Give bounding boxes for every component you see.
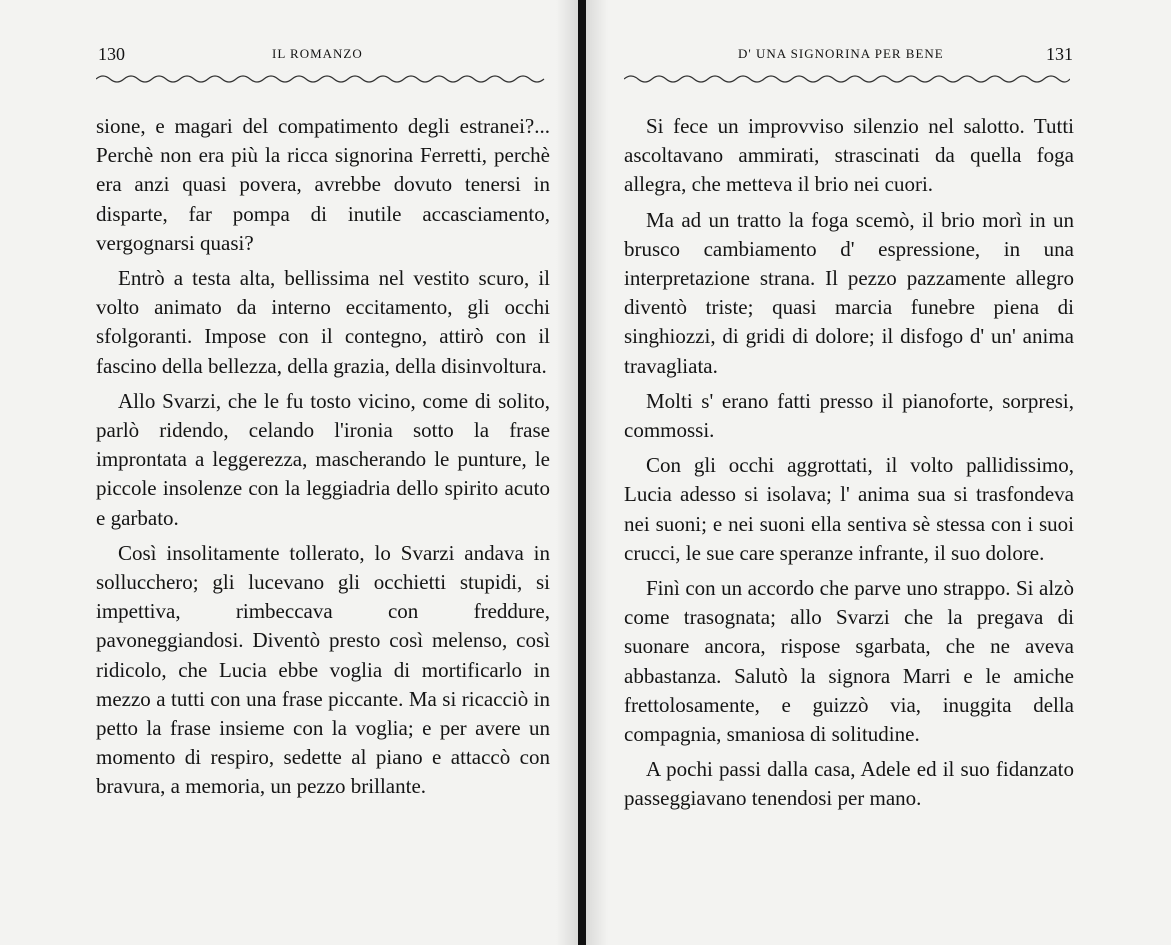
paragraph: sione, e magari del compatimento degli estranei?... Perchè non era più la ricca signorina Ferretti, perchè era anzi quasi povera, avrebbe dovuto tenersi in disparte, far pompa di inutile accasciamento, vergognarsi quasi? [96, 114, 550, 255]
paragraph: Ma ad un tratto la foga scemò, il brio morì in un brusco cambiamento d' espressione, in una interpretazione strana. Il pezzo pazzamente allegro diventò triste; quasi marcia funebre piena di singhiozzi, di gridi di dolore; il disfogo d' un' anima travagliata. [624, 207, 1074, 378]
right-page [586, 0, 1171, 945]
gutter-shadow-left [556, 0, 578, 945]
ornamental-rule [624, 72, 1070, 86]
running-head: D' UNA SIGNORINA PER BENE [738, 46, 944, 61]
paragraph: Si fece un improvviso silenzio nel salotto. Tutti ascoltavano ammirati, strascinati da quella foga allegra, che metteva il brio nei cuori. [624, 114, 1074, 197]
paragraph: A pochi passi dalla casa, Adele ed il suo fidanzato passeggiavano tenendosi per mano. [624, 757, 1074, 811]
paragraph: Con gli occhi aggrottati, il volto pallidissimo, Lucia adesso si isolava; l' anima sua si trasfondeva nei suoni; e nei suoni ella sentiva sè stessa con i suoi crucci, le sue care speranze infrante, il suo dolore. [624, 453, 1074, 565]
binding-gutter [578, 0, 586, 945]
page-number: 130 [98, 44, 125, 64]
paragraph: Entrò a testa alta, bellissima nel vestito scuro, il volto animato da interno eccitamento, gli occhi sfolgoranti. Impose con il contegno, attirò con il fascino della bellezza, della grazia, della disinvoltura. [96, 266, 550, 378]
paragraph: Allo Svarzi, che le fu tosto vicino, come di solito, parlò ridendo, celando l'ironia sotto la frase improntata a leggerezza, mascherando le punture, le piccole insolenze con la leggiadria dello spirito acuto e garbato. [96, 388, 550, 530]
paragraph: Così insolitamente tollerato, lo Svarzi andava in sollucchero; gli lucevano gli occhietti stupidi, si impettiva, rimbeccava con freddure, pavoneggiandosi. Diventò presto così melenso, così ridicolo, che Lucia ebbe voglia di mortificarlo in mezzo a tutti con una frase piccante. Ma si ricacciò in petto la frase insieme con la voglia; e per avere un momento di respiro, sedette al piano e attaccò con bravura, a memoria, un pezzo brillante. [96, 540, 550, 799]
page-body [624, 112, 1074, 820]
page-number: 131 [1046, 44, 1073, 64]
paragraph: Molti s' erano fatti presso il pianoforte, sorpresi, commossi. [624, 388, 1074, 443]
paragraph: Finì con un accordo che parve uno strappo. Si alzò come trasognata; allo Svarzi che la pregava di suonare ancora, rispose sgarbata, che ne aveva abbastanza. Salutò la signora Marri e le amiche frettolosamente, e guizzò via, inuggita della compagnia, smaniosa di solitudine. [624, 576, 1074, 747]
ornamental-rule [96, 72, 548, 86]
page-body [96, 112, 550, 808]
running-head: IL ROMANZO [272, 46, 363, 61]
left-page [0, 0, 578, 945]
